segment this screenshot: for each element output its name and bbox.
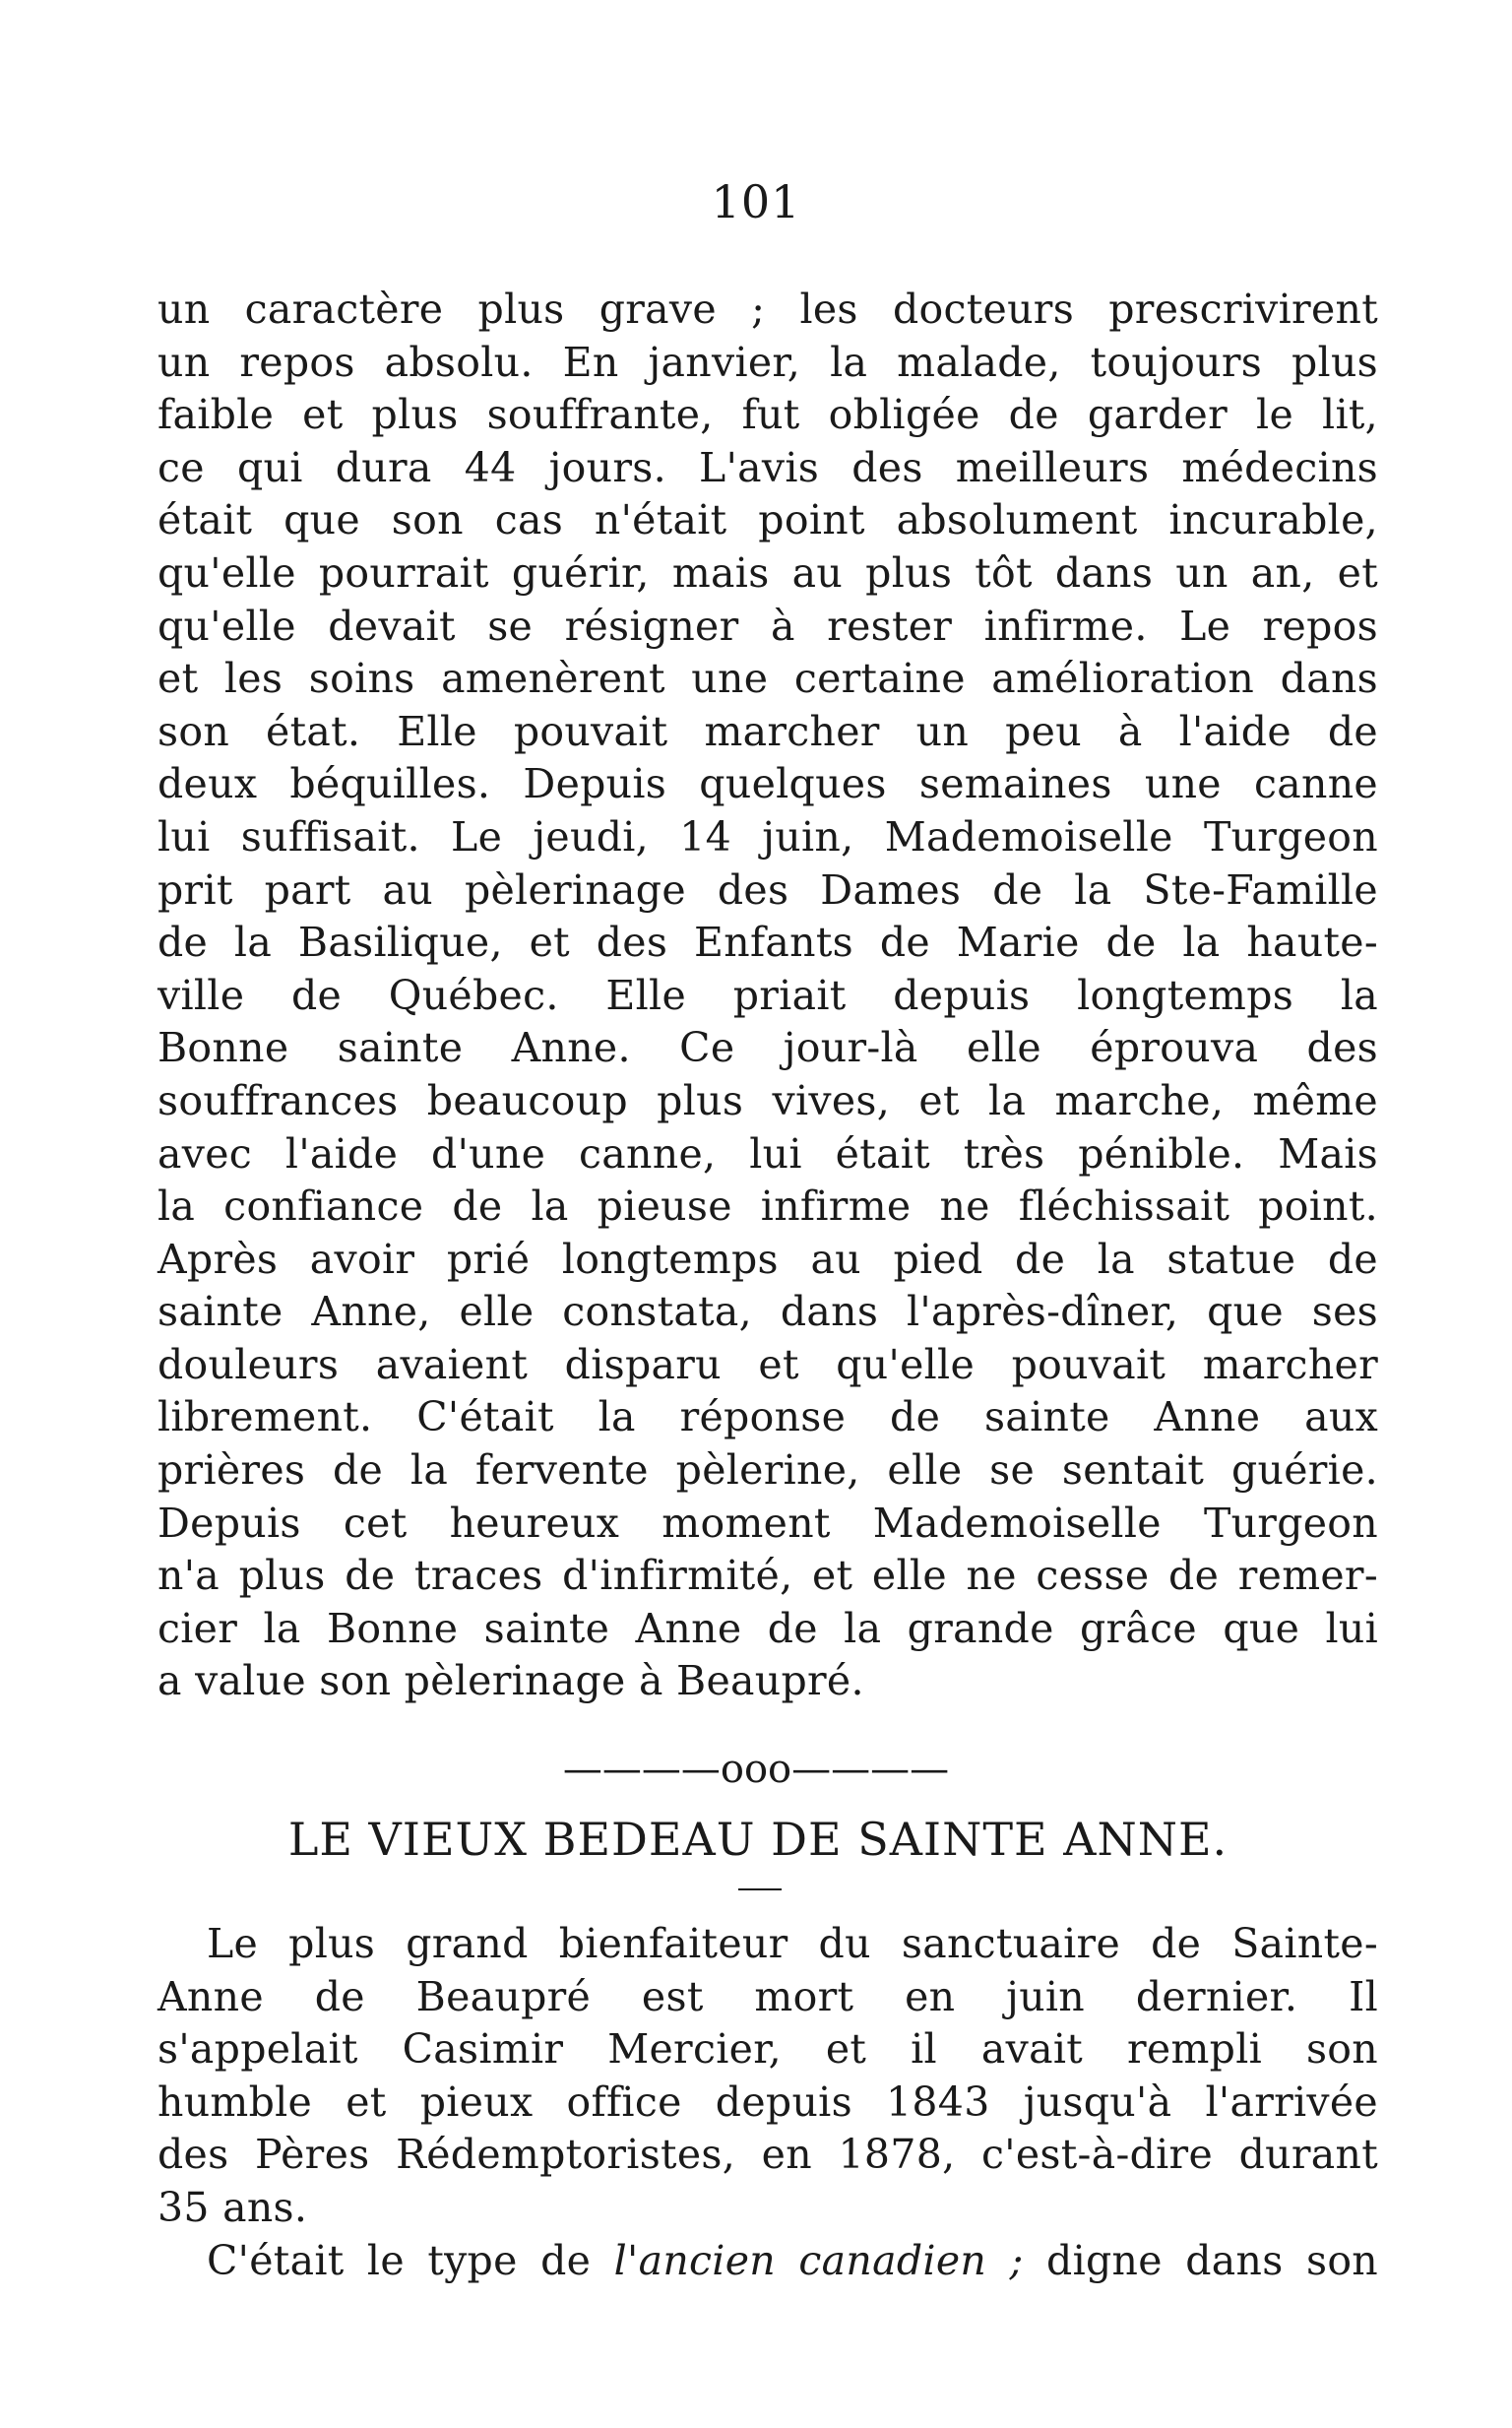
paragraph-1 [158, 284, 1378, 1708]
text-line: sainte Anne, elle constata, dans l'après-dîner, que ses [158, 1288, 1378, 1336]
text-line: faible et plus souffrante, fut obligée de garder le lit, [158, 391, 1378, 439]
text-line: Depuis cet heureux moment Mademoiselle Turgeon [158, 1499, 1378, 1547]
paragraph-3 [158, 2235, 1378, 2288]
page-number: 101 [711, 175, 801, 228]
text-segment: digne dans son [1023, 2237, 1379, 2284]
text-line: un repos absolu. En janvier, la malade, toujours plus [158, 338, 1378, 386]
text-line: avec l'aide d'une canne, lui était très pénible. Mais [158, 1129, 1378, 1178]
section-title: LE VIEUX BEDEAU DE SAINTE ANNE. [287, 1813, 1228, 1866]
text-line: Le plus grand bienfaiteur du sanctuaire de Sainte- [207, 1920, 1378, 1967]
text-line: qu'elle devait se résigner à rester infirme. Le repos [158, 602, 1378, 650]
text-line: 35 ans. [158, 2183, 308, 2231]
text-line: prit part au pèlerinage des Dames de la Ste-Famille [158, 865, 1378, 914]
text-line: s'appelait Casimir Mercier, et il avait rempli son [158, 2025, 1378, 2074]
text-line: cier la Bonne sainte Anne de la grande grâce que lui [158, 1604, 1378, 1652]
text-line: a value son pèlerinage à Beaupré. [158, 1657, 864, 1705]
italic-emphasis: l'ancien canadien ; [613, 2237, 1024, 2284]
text-line: ce qui dura 44 jours. L'avis des meilleurs médecins [158, 443, 1378, 491]
text-line: n'a plus de traces d'infirmité, et elle ne cesse de remer- [158, 1552, 1378, 1600]
text-line: Après avoir prié longtemps au pied de la statue de [158, 1235, 1378, 1283]
text-line: librement. C'était la réponse de sainte Anne aux [158, 1393, 1378, 1441]
text-line: ville de Québec. Elle priait depuis longtemps la [158, 971, 1378, 1019]
text-line: Bonne sainte Anne. Ce jour-là elle éprouva des [158, 1024, 1378, 1072]
text-line: et les soins amenèrent une certaine amélioration dans [158, 655, 1378, 703]
title-rule [738, 1888, 782, 1890]
text-line: lui suffisait. Le jeudi, 14 juin, Mademoiselle Turgeon [158, 812, 1378, 861]
text-line: des Pères Rédemptoristes, en 1878, c'est-à-dire durant [158, 2131, 1378, 2179]
text-line: humble et pieux office depuis 1843 jusqu'à l'arrivée [158, 2077, 1378, 2126]
text-line: douleurs avaient disparu et qu'elle pouvait marcher [158, 1340, 1378, 1388]
text-line: qu'elle pourrait guérir, mais au plus tôt dans un an, et [158, 548, 1378, 597]
text-line: Anne de Beaupré est mort en juin dernier. Il [158, 1972, 1378, 2020]
text-line: prières de la fervente pèlerine, elle se sentait guérie. [158, 1446, 1378, 1495]
text-line: deux béquilles. Depuis quelques semaines une canne [158, 760, 1378, 808]
text-line: de la Basilique, et des Enfants de Marie de la haute- [158, 919, 1378, 967]
text-line [158, 2235, 1378, 2288]
text-line: la confiance de la pieuse infirme ne fléchissait point. [158, 1182, 1378, 1231]
section-separator: ————ooo———— [562, 1747, 950, 1792]
text-line: souffrances beaucoup plus vives, et la marche, même [158, 1076, 1378, 1124]
text-line: son état. Elle pouvait marcher un peu à l'aide de [158, 707, 1378, 755]
paragraph-2 [158, 1918, 1378, 2235]
text-line: un caractère plus grave ; les docteurs prescrivirent [158, 286, 1378, 333]
text-line: était que son cas n'était point absolument incurable, [158, 496, 1378, 544]
text-segment: C'était le type de [207, 2237, 614, 2284]
